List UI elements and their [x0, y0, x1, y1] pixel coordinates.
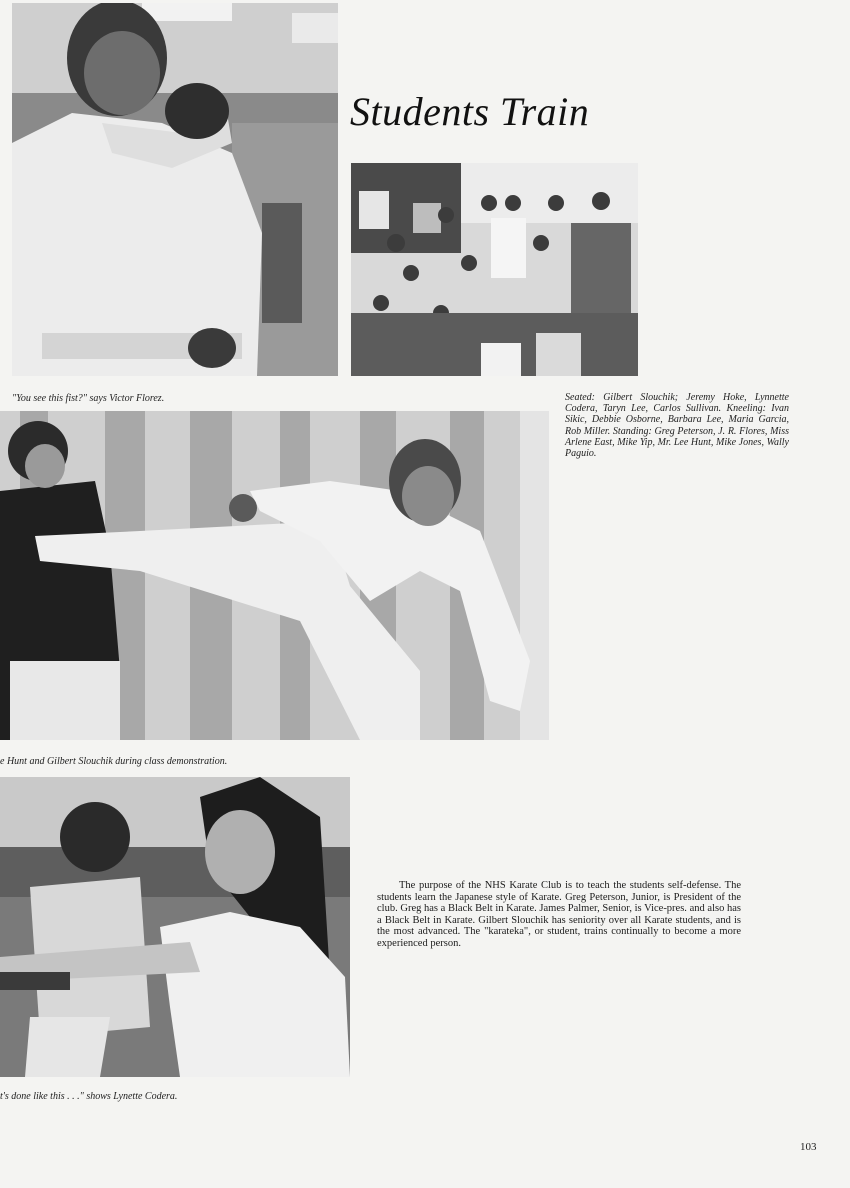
article-body — [377, 880, 741, 950]
page-number: 103 — [800, 1141, 817, 1153]
page-title: Students Train — [350, 89, 590, 134]
photo-kick — [0, 411, 549, 740]
caption-photo-fist: "You see this fist?" says Victor Florez. — [12, 393, 165, 404]
photo-group — [351, 163, 638, 376]
group-roster-caption: Seated: Gilbert Slouchik; Jeremy Hoke, Lynnette Codera, Taryn Lee, Carlos Sullivan. Kneeling: Ivan Sikic, Debbie Osborne, Barbara Lee, Maria Garcia, Rob Miller. Standing: Greg Peterson, J. R. Flores, Miss Arlene East, Mike Yip, Mr. Lee Hunt, Mike Jones, Wally Paguio. — [565, 392, 789, 460]
article-paragraph: The purpose of the NHS Karate Club is to teach the students self-defense. The students learn the Japanese style of Karate. Greg Peterson, Junior, is President of the club. Greg has a Black Belt in Karate. James Palmer, Senior, is Vice-pres. and also has a Black Belt in Karate. Gilbert Slouchik has seniority over all Karate students, and is the most advanced. The "karateka", or student, trains continually to become a more experienced person. — [377, 880, 741, 949]
photo-demonstration — [0, 777, 350, 1077]
photo-fist — [12, 3, 338, 376]
caption-photo-kick: e Hunt and Gilbert Slouchik during class demonstration. — [0, 756, 228, 767]
caption-photo-demonstration: t's done like this . . ." shows Lynette Codera. — [0, 1091, 178, 1102]
